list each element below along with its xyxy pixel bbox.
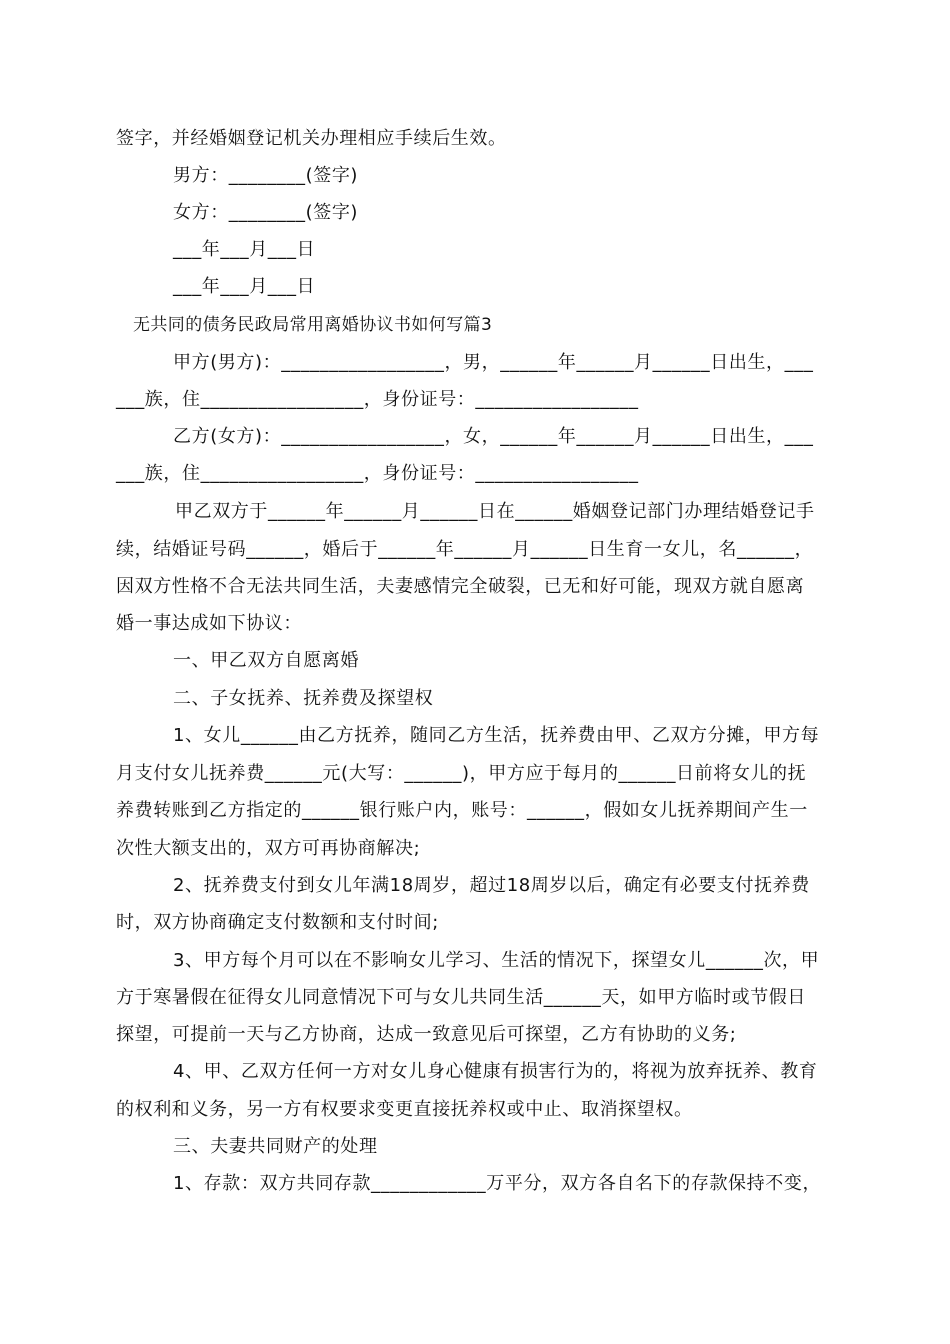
paragraph-line: 探望，可提前一天与乙方协商，达成一致意见后可探望，乙方有协助的义务;: [116, 1024, 737, 1045]
party-a-line: 甲方(男方)：_________________，男，______年______月______日出生，___: [173, 352, 814, 373]
paragraph-line: 次性大额支出的，双方可再协商解决;: [116, 838, 421, 859]
paragraph-line: 签字，并经婚姻登记机关办理相应手续后生效。: [116, 128, 507, 149]
paragraph-line: 月支付女儿抚养费______元(大写：______)，甲方应于每月的______日前将女儿的抚: [116, 763, 807, 784]
clause-heading: 三、夫妻共同财产的处理: [173, 1136, 378, 1157]
paragraph-line: 3、甲方每个月可以在不影响女儿学习、生活的情况下，探望女儿______次，甲: [173, 950, 820, 971]
paragraph-line: 因双方性格不合无法共同生活，夫妻感情完全破裂，已无和好可能，现双方就自愿离: [116, 576, 805, 597]
date-line: ___年___月___日: [173, 276, 316, 297]
paragraph-line: 的权利和义务，另一方有权要求变更直接抚养权或中止、取消探望权。: [116, 1099, 693, 1120]
party-b-line: ___族，住_________________，身份证号：_________________: [116, 463, 639, 484]
clause-heading: 二、子女抚养、抚养费及探望权: [173, 688, 434, 709]
section-title: 无共同的债务民政局常用离婚协议书如何写篇3: [133, 315, 493, 335]
signature-line-male: 男方：________(签字): [173, 165, 359, 186]
paragraph-line: 方于寒暑假在征得女儿同意情况下可与女儿共同生活______天，如甲方临时或节假日: [116, 987, 806, 1008]
signature-line-female: 女方：________(签字): [173, 202, 359, 223]
paragraph-line: 1、存款：双方共同存款____________万平分，双方各自名下的存款保持不变，: [173, 1173, 822, 1194]
paragraph-line: 2、抚养费支付到女儿年满18周岁，超过18周岁以后，确定有必要支付抚养费: [173, 875, 810, 896]
paragraph-line: 时，双方协商确定支付数额和支付时间;: [116, 912, 439, 933]
paragraph-line: 续，结婚证号码______，婚后于______年______月______日生育一女儿，名______，: [116, 539, 814, 560]
date-line: ___年___月___日: [173, 239, 316, 260]
paragraph-line: 4、甲、乙双方任何一方对女儿身心健康有损害行为的，将视为放弃抚养、教育: [173, 1061, 818, 1082]
paragraph-line: 婚一事达成如下协议：: [116, 613, 302, 634]
clause-heading: 一、甲乙双方自愿离婚: [173, 650, 359, 671]
paragraph-line: 1、女儿______由乙方抚养，随同乙方生活，抚养费由甲、乙双方分摊，甲方每: [173, 725, 820, 746]
party-b-line: 乙方(女方)：_________________，女，______年______月______日出生，___: [173, 426, 814, 447]
paragraph-line: 养费转账到乙方指定的______银行账户内，账号：______，假如女儿抚养期间产生一: [116, 800, 808, 821]
paragraph-line: 甲乙双方于______年______月______日在______婚姻登记部门办理结婚登记手: [175, 501, 815, 522]
party-a-line: ___族，住_________________，身份证号：_________________: [116, 389, 639, 410]
